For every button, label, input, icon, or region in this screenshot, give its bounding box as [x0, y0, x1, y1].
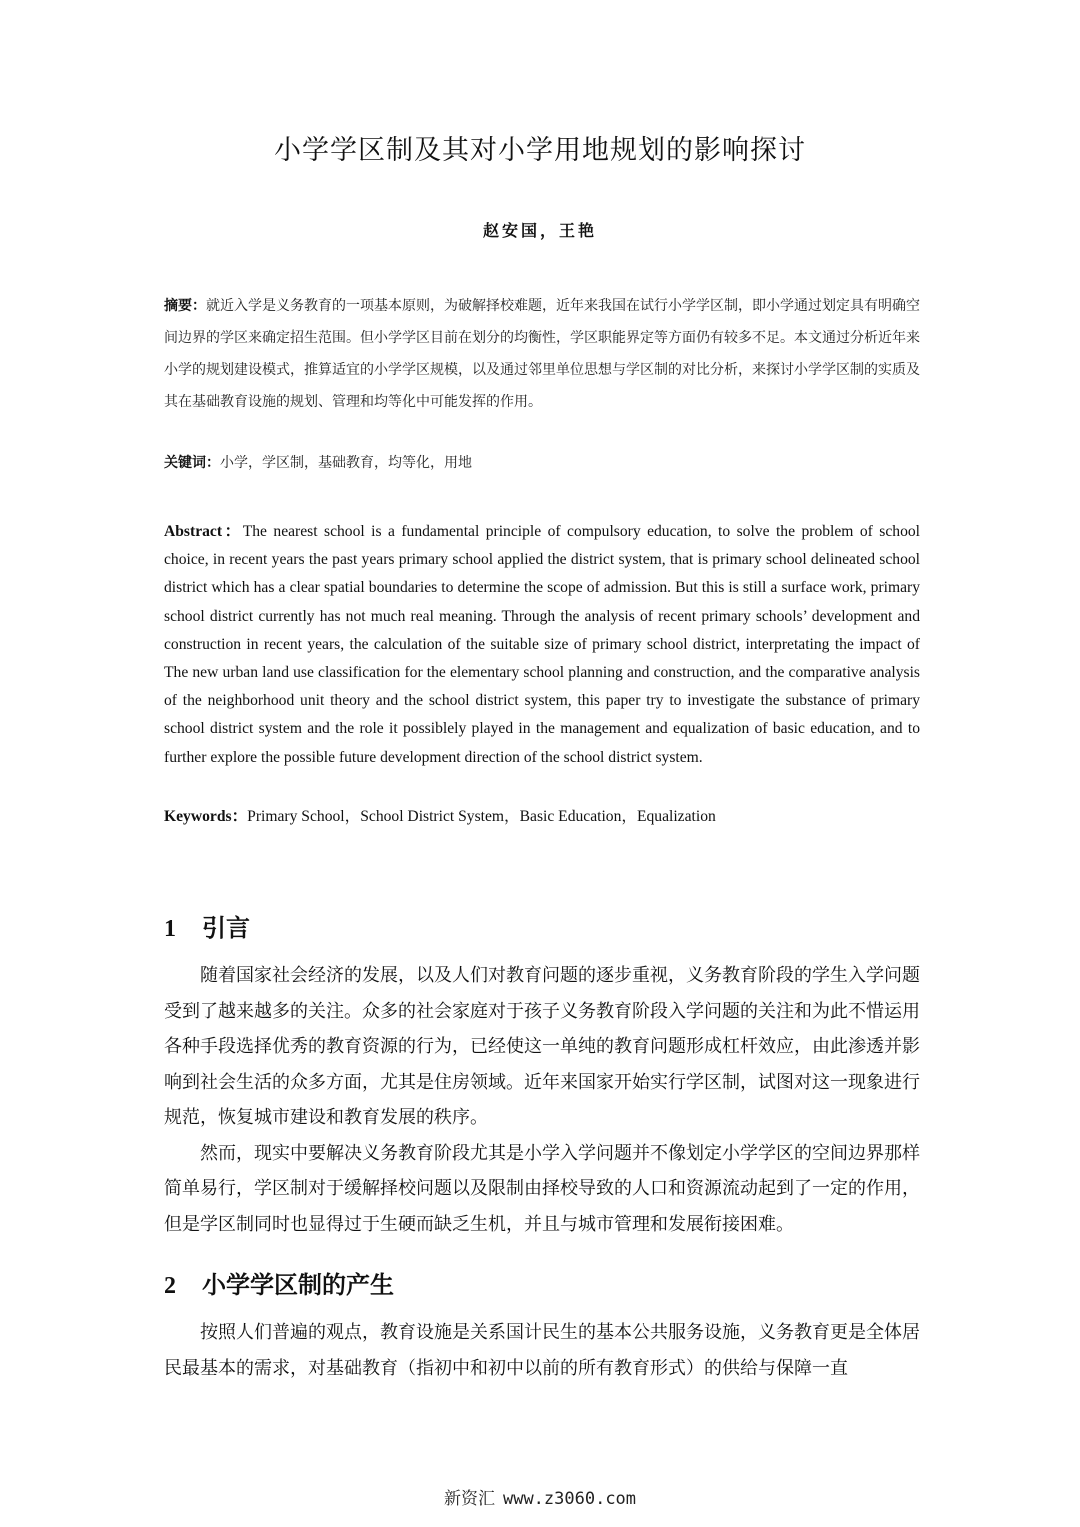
abstract-chinese-text: 就近入学是义务教育的一项基本原则，为破解择校难题，近年来我国在试行小学学区制，即小学通过划定具有明确空间边界的学区来确定招生范围。但小学学区目前在划分的均衡性，学区职能界定等方面仍有较多不足。本文通过分析近年来小学的规划建设模式，推算适宜的小学学区规模，以及通过邻里单位思想与学区制的对比分析，来探讨小学学区制的实质及其在基础教育设施的规划、管理和均等化中可能发挥的作用。 [164, 298, 920, 410]
abstract-chinese-label: 摘要： [164, 298, 206, 314]
abstract-english-text: The nearest school is a fundamental principle of compulsory education, to solve the problem of school choice, in recent years the past years primary school applied the district system, that is primary school delineated school district which has a clear spatial boundaries to determine the scope of admission. But this is still a surface work, primary school district currently has not much real meaning. Through the analysis of recent primary schools’ development and construction in recent years, the calculation of the suitable size of primary school district, interpretating the impact of The new urban land use classification for the elementary school planning and construction, and the comparative analysis of the neighborhood unit theory and the school district system, this paper try to investigate the substance of primary school district system and the role it possiblely played in the management and equalization of basic education, and to further explore the possible future development direction of the school district system. [164, 523, 921, 766]
keywords-english-label: Keywords： [164, 808, 248, 825]
abstract-english [164, 518, 920, 772]
abstract-chinese [164, 290, 920, 418]
paragraph: 随着国家社会经济的发展，以及人们对教育问题的逐步重视，义务教育阶段的学生入学问题受到了越来越多的关注。众多的社会家庭对于孩子义务教育阶段入学问题的关注和为此不惜运用各种手段选择优秀的教育资源的行为，已经使这一单纯的教育问题形成杠杆效应，由此渗透并影响到社会生活的众多方面，尤其是住房领域。近年来国家开始实行学区制，试图对这一现象进行规范，恢复城市建设和教育发展的秩序。 [164, 965, 920, 1128]
footer-brand: 新资汇 [443, 1489, 495, 1509]
paragraph: 按照人们普遍的观点，教育设施是关系国计民生的基本公共服务设施，义务教育更是全体居民最基本的需求，对基础教育（指初中和初中以前的所有教育形式）的供给与保障一直 [164, 1322, 920, 1379]
section-1-number: 1 [164, 916, 176, 942]
page-footer [0, 1484, 1080, 1509]
keywords-english [164, 803, 920, 831]
paragraph: 然而，现实中要解决义务教育阶段尤其是小学入学问题并不像划定小学学区的空间边界那样简单易行，学区制对于缓解择校问题以及限制由择校导致的人口和资源流动起到了一定的作用，但是学区制同时也显得过于生硬而缺乏生机，并且与城市管理和发展衔接困难。 [164, 1142, 920, 1235]
paper-authors: 赵安国，王艳 [482, 221, 597, 240]
keywords-chinese-label: 关键词： [164, 455, 220, 471]
section-2-body [164, 1315, 920, 1386]
section-1-title: 引言 [202, 913, 250, 942]
section-1-heading [164, 908, 250, 943]
footer-url: www.z3060.com [502, 1489, 637, 1509]
section-2-title: 小学学区制的产生 [202, 1270, 394, 1299]
keywords-chinese-text: 小学，学区制，基础教育，均等化，用地 [220, 455, 472, 471]
section-2-number: 2 [164, 1273, 176, 1299]
paper-title: 小学学区制及其对小学用地规划的影响探讨 [274, 135, 806, 166]
keywords-english-text: Primary School，School District System，Basic Education，Equalization [247, 808, 716, 825]
abstract-english-label: Abstract： [164, 523, 243, 540]
keywords-chinese [164, 448, 920, 478]
section-1-body [164, 958, 920, 1242]
section-2-heading [164, 1265, 394, 1300]
